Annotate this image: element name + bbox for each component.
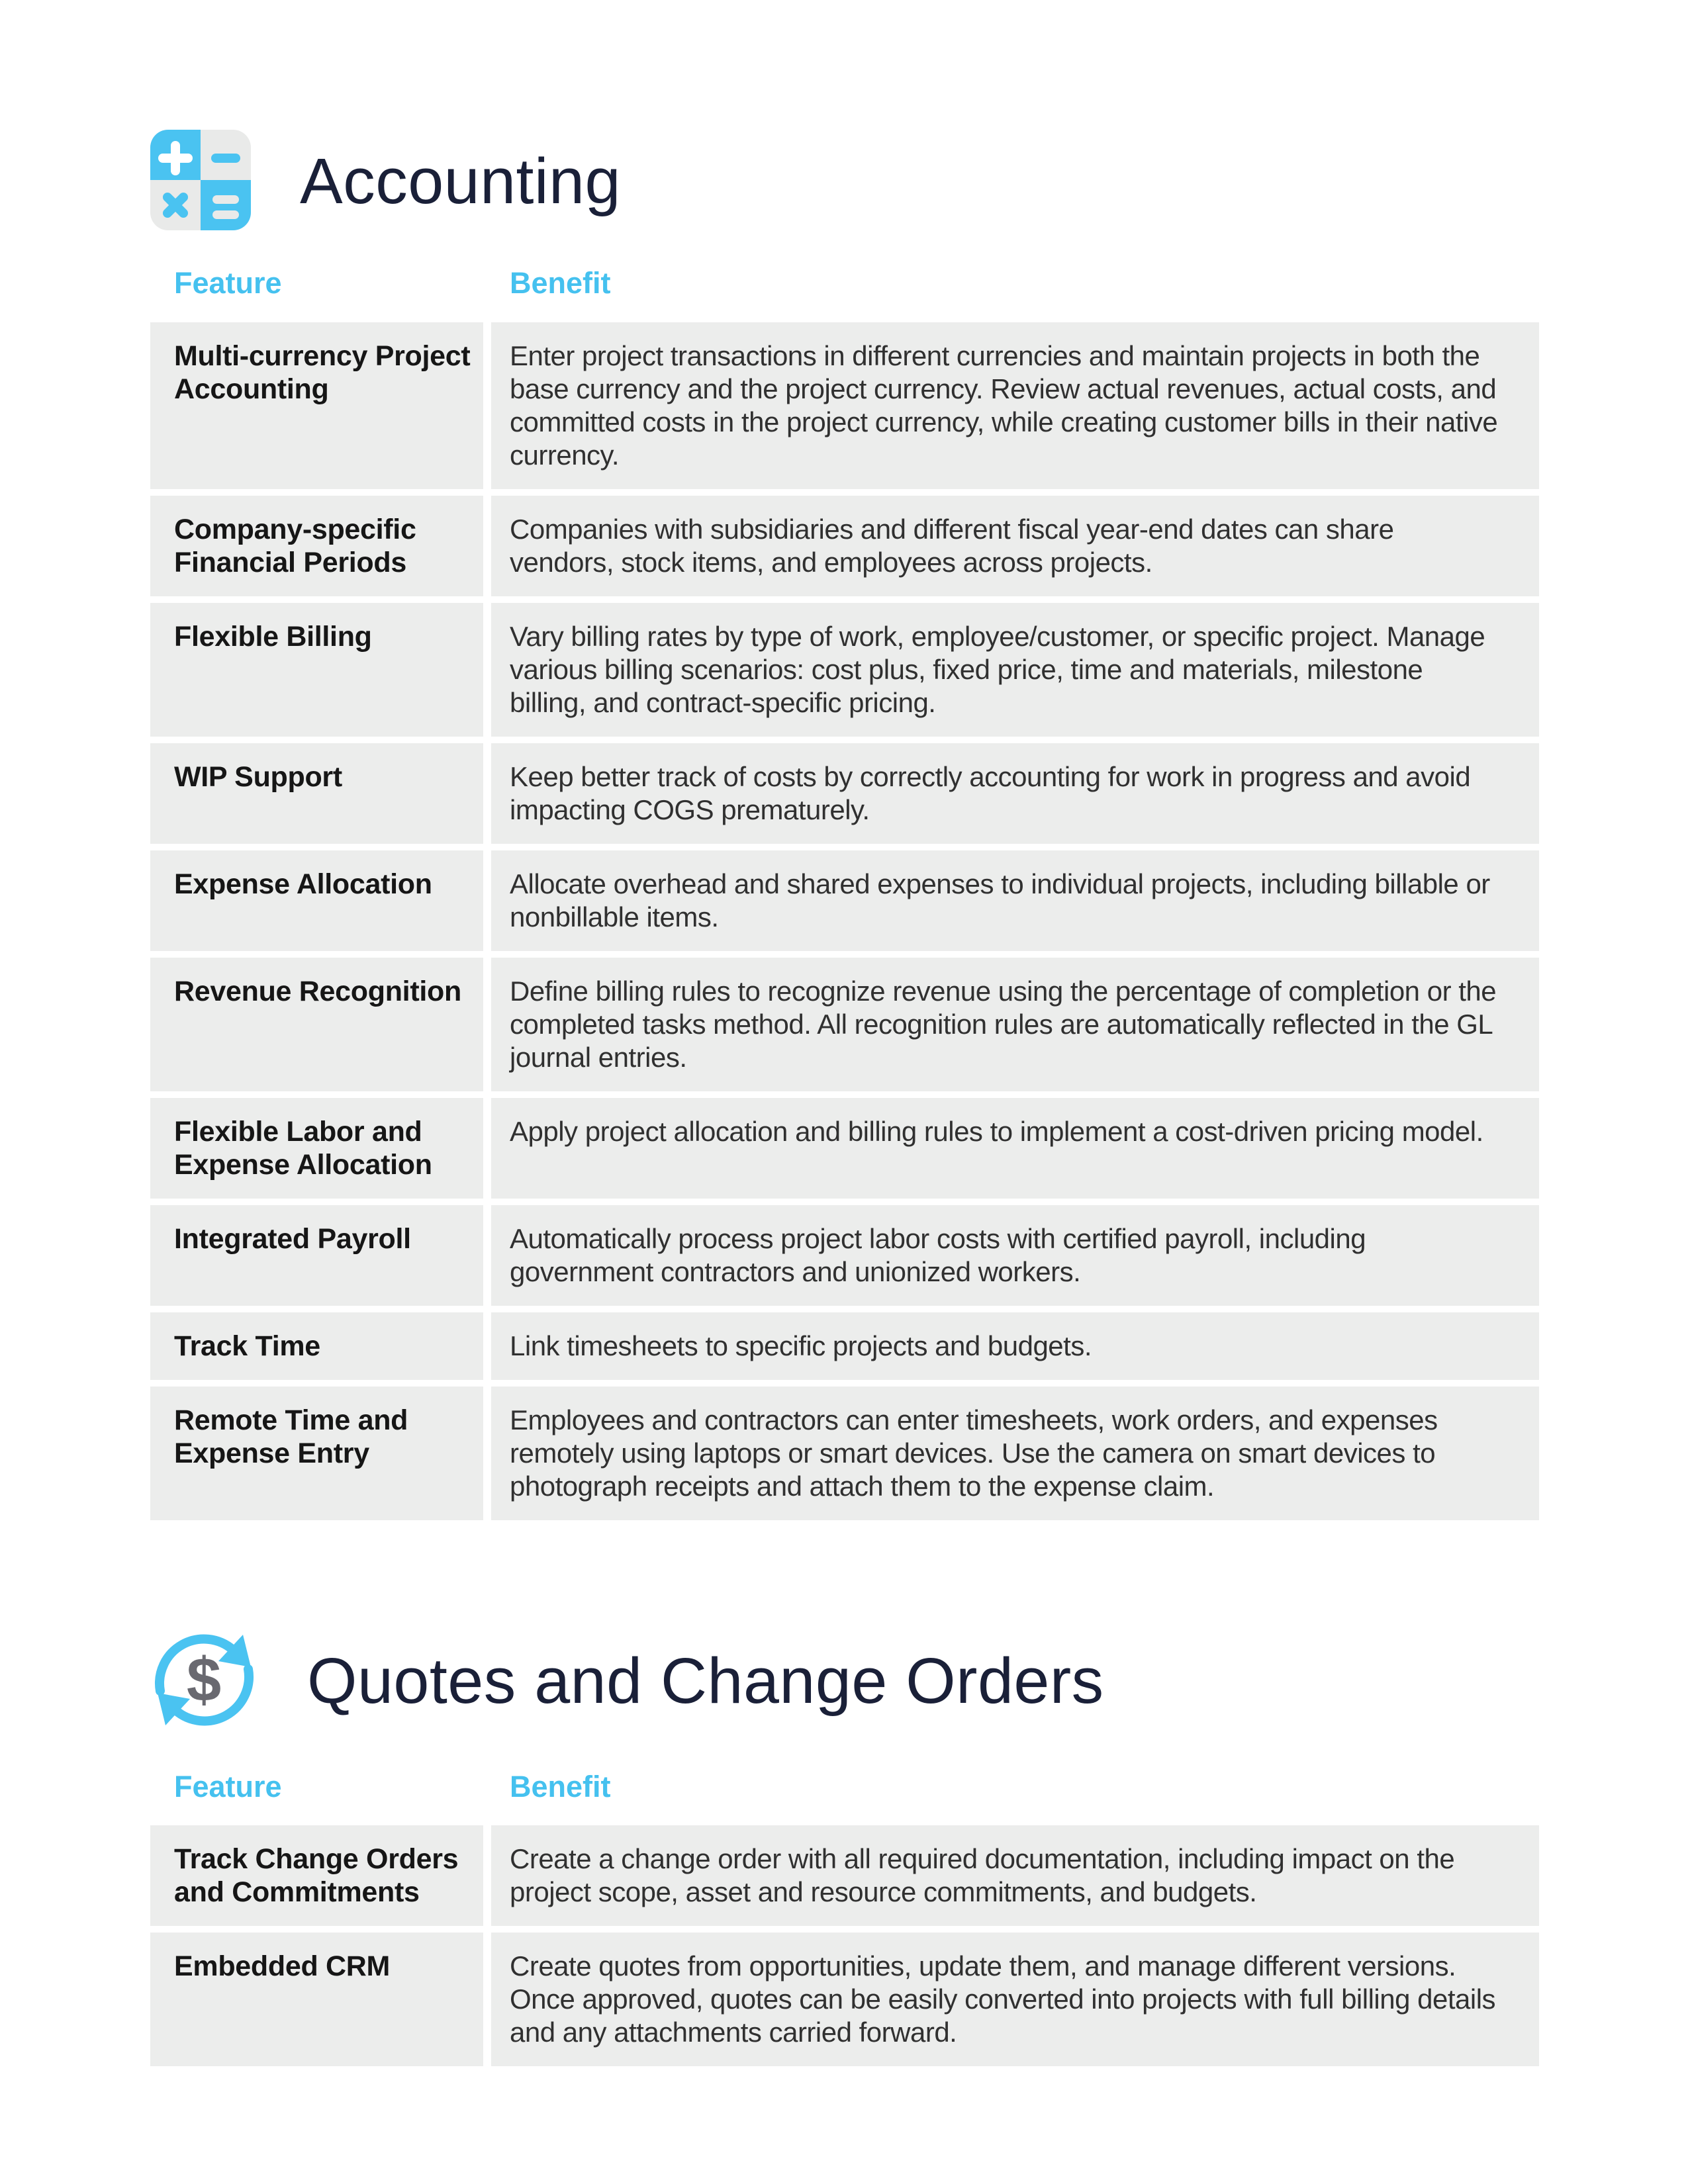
table-row bbox=[150, 1312, 1539, 1380]
table-row bbox=[150, 850, 1539, 951]
section-title: Accounting bbox=[300, 145, 621, 218]
section-accounting bbox=[150, 130, 1539, 1520]
section-title: Quotes and Change Orders bbox=[307, 1645, 1104, 1717]
table-row bbox=[150, 496, 1539, 596]
benefit-cell: Keep better track of costs by correctly accounting for work in progress and avoid impacting COGS prematurely. bbox=[491, 743, 1539, 844]
section-quotes-change-orders bbox=[150, 1626, 1539, 2067]
feature-cell: Remote Time and Expense Entry bbox=[150, 1387, 483, 1520]
benefit-cell: Vary billing rates by type of work, employee/customer, or specific project. Manage various billing scenarios: cost plus, fixed price, time and materials, milestone billing, and contract-specific pricing. bbox=[491, 603, 1539, 737]
benefit-cell: Employees and contractors can enter timesheets, work orders, and expenses remotely using laptops or smart devices. Use the camera on smart devices to photograph receipts and attach them to the expense claim. bbox=[491, 1387, 1539, 1520]
benefit-cell: Automatically process project labor costs with certified payroll, including government contractors and unionized workers. bbox=[491, 1205, 1539, 1306]
feature-benefit-table bbox=[150, 322, 1539, 1520]
benefit-cell: Create a change order with all required documentation, including impact on the project scope, asset and resource commitments, and budgets. bbox=[491, 1825, 1539, 1926]
column-header-feature: Feature bbox=[174, 266, 282, 300]
table-row bbox=[150, 743, 1539, 844]
feature-cell: Company-specific Financial Periods bbox=[150, 496, 483, 596]
svg-text:$: $ bbox=[186, 1644, 222, 1714]
feature-cell: Revenue Recognition bbox=[150, 958, 483, 1091]
dollar-sync-icon bbox=[150, 1626, 258, 1737]
table-row bbox=[150, 1933, 1539, 2066]
benefit-cell: Link timesheets to specific projects and budgets. bbox=[491, 1312, 1539, 1380]
table-row bbox=[150, 1205, 1539, 1306]
column-header-benefit: Benefit bbox=[510, 1769, 611, 1803]
table-row bbox=[150, 1825, 1539, 1926]
table-row bbox=[150, 958, 1539, 1091]
table-row bbox=[150, 1387, 1539, 1520]
calculator-icon bbox=[150, 130, 251, 234]
table-row bbox=[150, 322, 1539, 489]
table-column-headers bbox=[150, 267, 1539, 300]
benefit-cell: Create quotes from opportunities, update them, and manage different versions. Once approved, quotes can be easily converted into projects with full billing details and any attachments carried forward. bbox=[491, 1933, 1539, 2066]
benefit-cell: Apply project allocation and billing rules to implement a cost-driven pricing model. bbox=[491, 1098, 1539, 1199]
benefit-cell: Enter project transactions in different currencies and maintain projects in both the base currency and the project currency. Review actual revenues, actual costs, and committed costs in the project currency, while creating customer bills in their native currency. bbox=[491, 322, 1539, 489]
feature-cell: Track Change Orders and Commitments bbox=[150, 1825, 483, 1926]
section-header bbox=[150, 1626, 1539, 1737]
feature-cell: Integrated Payroll bbox=[150, 1205, 483, 1306]
table-column-headers bbox=[150, 1770, 1539, 1803]
section-header bbox=[150, 130, 1539, 234]
benefit-cell: Companies with subsidiaries and different fiscal year-end dates can share vendors, stock items, and employees across projects. bbox=[491, 496, 1539, 596]
benefit-cell: Define billing rules to recognize revenue using the percentage of completion or the completed tasks method. All recognition rules are automatically reflected in the GL journal entries. bbox=[491, 958, 1539, 1091]
benefit-cell: Allocate overhead and shared expenses to individual projects, including billable or nonbillable items. bbox=[491, 850, 1539, 951]
feature-benefit-table bbox=[150, 1825, 1539, 2066]
feature-cell: Track Time bbox=[150, 1312, 483, 1380]
feature-cell: Flexible Billing bbox=[150, 603, 483, 737]
feature-cell: WIP Support bbox=[150, 743, 483, 844]
feature-cell: Embedded CRM bbox=[150, 1933, 483, 2066]
feature-cell: Multi-currency Project Accounting bbox=[150, 322, 483, 489]
feature-cell: Flexible Labor and Expense Allocation bbox=[150, 1098, 483, 1199]
column-header-benefit: Benefit bbox=[510, 266, 611, 300]
table-row bbox=[150, 603, 1539, 737]
table-row bbox=[150, 1098, 1539, 1199]
column-header-feature: Feature bbox=[174, 1769, 282, 1803]
feature-cell: Expense Allocation bbox=[150, 850, 483, 951]
